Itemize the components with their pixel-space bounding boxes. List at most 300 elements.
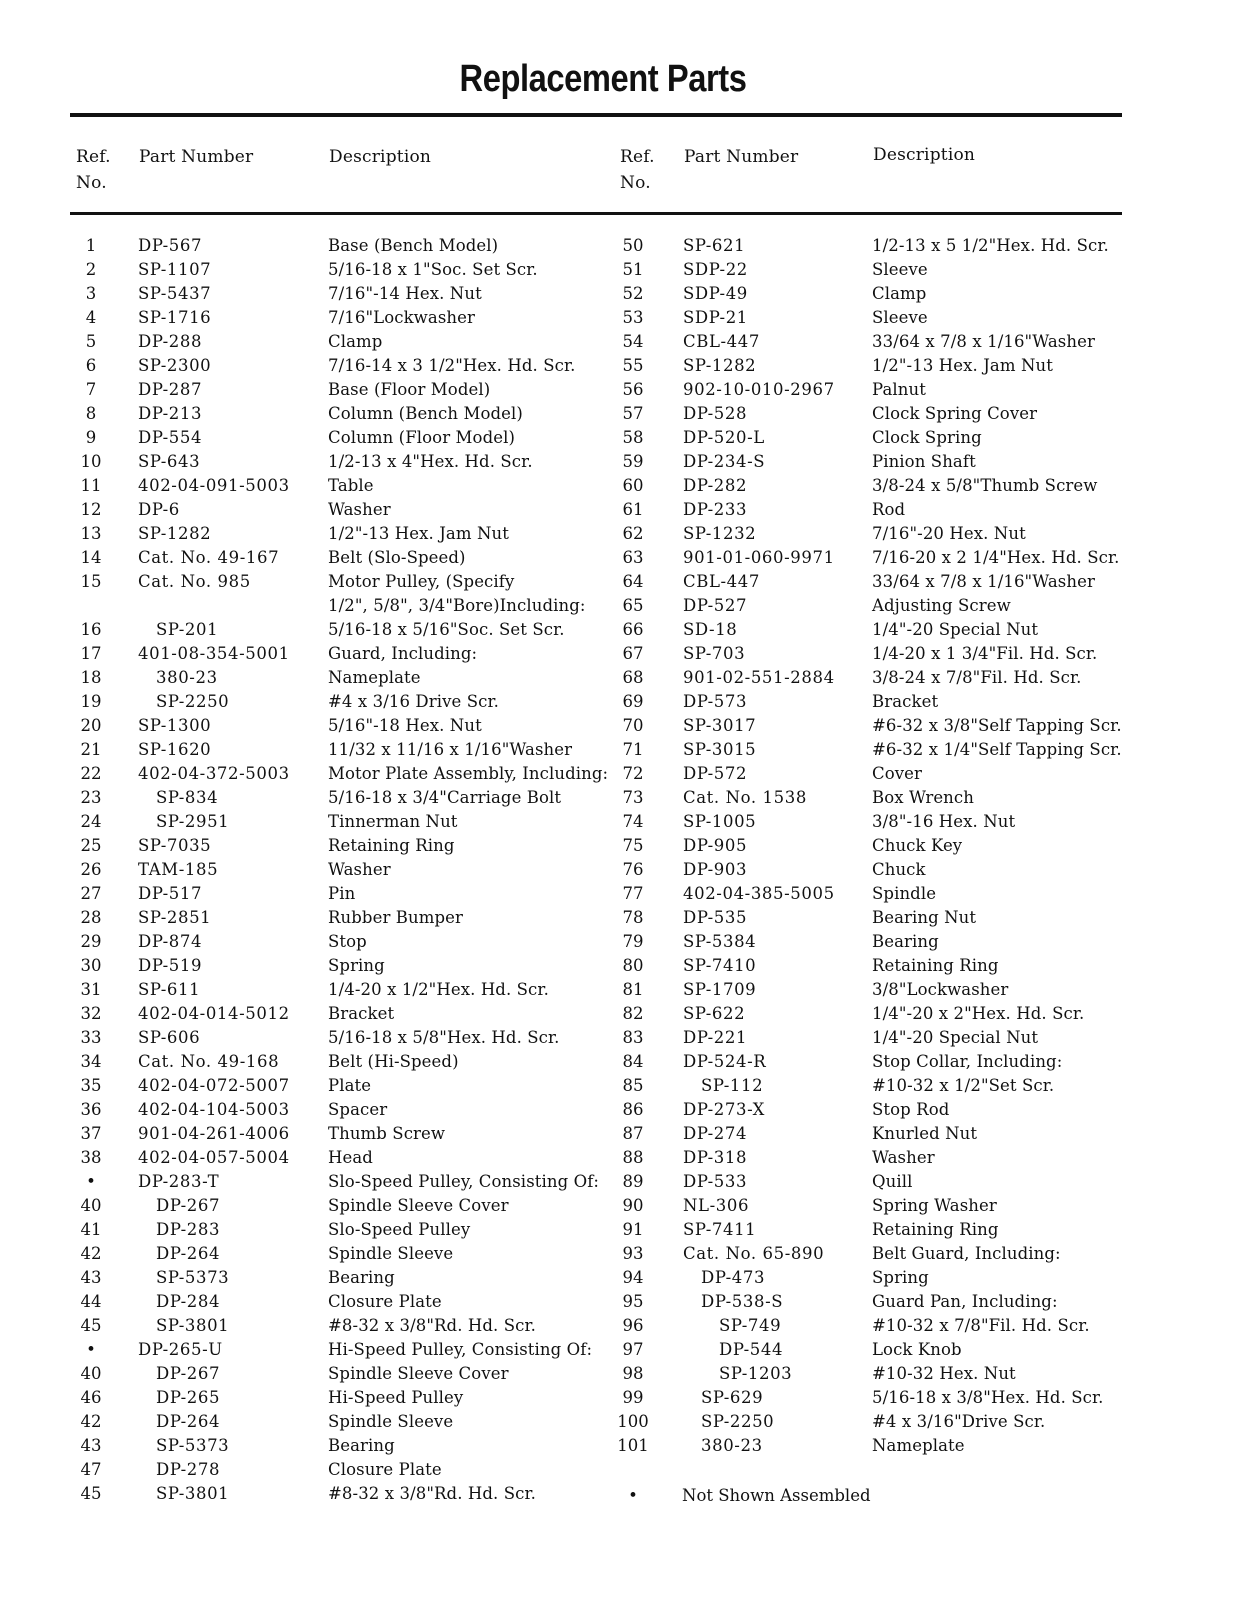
part-number: DP-6 xyxy=(138,500,180,519)
part-description: Adjusting Screw xyxy=(872,596,1011,615)
part-number: SP-5373 xyxy=(156,1436,230,1455)
header-ref-label: Ref. xyxy=(76,147,111,167)
ref-number: 65 xyxy=(622,596,644,615)
part-description: Nameplate xyxy=(872,1436,965,1455)
part-number: DP-265 xyxy=(156,1388,221,1407)
part-number: 901-04-261-4006 xyxy=(138,1124,290,1143)
part-number: SP-2851 xyxy=(138,908,212,927)
parts-row xyxy=(0,378,1236,402)
part-description: Thumb Screw xyxy=(328,1124,446,1143)
parts-row xyxy=(0,282,1236,306)
header-description-left: Description xyxy=(329,147,432,167)
ref-number: 14 xyxy=(80,548,102,567)
part-description: Bearing Nut xyxy=(872,908,977,927)
part-number: DP-273-X xyxy=(683,1100,766,1119)
part-description: Bearing xyxy=(328,1268,395,1287)
ref-number: 47 xyxy=(80,1460,102,1479)
parts-row xyxy=(0,234,1236,258)
ref-number: 2 xyxy=(85,260,97,279)
parts-row xyxy=(0,642,1236,666)
header-no-label: No. xyxy=(620,173,651,193)
part-description: Guard Pan, Including: xyxy=(872,1292,1058,1311)
part-number: Cat. No. 985 xyxy=(138,572,251,591)
part-description: Column (Floor Model) xyxy=(328,428,516,447)
ref-number: 100 xyxy=(617,1412,649,1431)
part-number: CBL-447 xyxy=(683,572,760,591)
part-number: SP-5437 xyxy=(138,284,212,303)
parts-row xyxy=(0,1170,1236,1194)
part-description: Tinnerman Nut xyxy=(328,812,458,831)
part-description: Table xyxy=(328,476,374,495)
part-number: SP-2250 xyxy=(701,1412,775,1431)
part-number: 402-04-014-5012 xyxy=(138,1004,290,1023)
ref-number: 11 xyxy=(80,476,102,495)
part-description: Spindle Sleeve Cover xyxy=(328,1364,509,1383)
ref-number: 40 xyxy=(80,1364,102,1383)
ref-number: 81 xyxy=(622,980,644,999)
ref-number: 101 xyxy=(617,1436,649,1455)
parts-row xyxy=(0,1026,1236,1050)
part-number: SP-3017 xyxy=(683,716,757,735)
part-number: TAM-185 xyxy=(138,860,219,879)
part-number: SP-1716 xyxy=(138,308,212,327)
part-number: SP-3801 xyxy=(156,1484,230,1503)
header-part-number-left: Part Number xyxy=(139,147,254,167)
header-part-number-right: Part Number xyxy=(684,147,799,167)
parts-row xyxy=(0,810,1236,834)
parts-row xyxy=(0,1242,1236,1266)
part-description: Rubber Bumper xyxy=(328,908,463,927)
part-number: SP-834 xyxy=(156,788,219,807)
part-description: Palnut xyxy=(872,380,926,399)
part-description: Bracket xyxy=(872,692,939,711)
ref-number: 63 xyxy=(622,548,644,567)
ref-number: 8 xyxy=(85,404,97,423)
part-number: SP-2250 xyxy=(156,692,230,711)
part-description: 3/8"Lockwasher xyxy=(872,980,1009,999)
part-number: DP-903 xyxy=(683,860,748,879)
part-number: SP-3015 xyxy=(683,740,757,759)
part-number: DP-278 xyxy=(156,1460,221,1479)
part-number: DP-567 xyxy=(138,236,203,255)
part-description: 1/4-20 x 1 3/4"Fil. Hd. Scr. xyxy=(872,644,1098,663)
part-description: Plate xyxy=(328,1076,372,1095)
ref-number: 74 xyxy=(622,812,644,831)
parts-row xyxy=(0,618,1236,642)
part-number: DP-524-R xyxy=(683,1052,767,1071)
parts-row xyxy=(0,954,1236,978)
ref-number: 98 xyxy=(622,1364,644,1383)
parts-row xyxy=(0,762,1236,786)
ref-number: 41 xyxy=(80,1220,102,1239)
ref-number: 83 xyxy=(622,1028,644,1047)
part-description: 5/16"-18 Hex. Nut xyxy=(328,716,482,735)
parts-row xyxy=(0,1410,1236,1434)
part-description: 33/64 x 7/8 x 1/16"Washer xyxy=(872,332,1095,351)
part-description: Spindle Sleeve xyxy=(328,1244,454,1263)
parts-row xyxy=(0,714,1236,738)
part-description: Belt (Hi-Speed) xyxy=(328,1052,459,1071)
part-number: SP-621 xyxy=(683,236,746,255)
parts-row xyxy=(0,1194,1236,1218)
ref-number: 71 xyxy=(622,740,644,759)
part-description: 1/2"-13 Hex. Jam Nut xyxy=(328,524,509,543)
part-number: SP-749 xyxy=(719,1316,782,1335)
part-description: 5/16-18 x 3/4"Carriage Bolt xyxy=(328,788,562,807)
part-description: Retaining Ring xyxy=(872,1220,999,1239)
part-number: NL-306 xyxy=(683,1196,750,1215)
part-description: Clamp xyxy=(872,284,927,303)
part-description: 11/32 x 11/16 x 1/16"Washer xyxy=(328,740,573,759)
part-number: 402-04-104-5003 xyxy=(138,1100,290,1119)
ref-number: 50 xyxy=(622,236,644,255)
part-number: SP-703 xyxy=(683,644,746,663)
ref-number: 7 xyxy=(85,380,97,399)
part-number: SP-5384 xyxy=(683,932,757,951)
ref-number: 9 xyxy=(85,428,97,447)
part-description: 7/16-14 x 3 1/2"Hex. Hd. Scr. xyxy=(328,356,576,375)
part-description: #8-32 x 3/8"Rd. Hd. Scr. xyxy=(328,1316,537,1335)
ref-number: 23 xyxy=(80,788,102,807)
part-description: Knurled Nut xyxy=(872,1124,978,1143)
parts-row xyxy=(0,1458,618,1482)
ref-number: 87 xyxy=(622,1124,644,1143)
ref-number: 24 xyxy=(80,812,102,831)
part-number: DP-528 xyxy=(683,404,748,423)
part-description: 1/2-13 x 4"Hex. Hd. Scr. xyxy=(328,452,533,471)
part-number: DP-264 xyxy=(156,1244,221,1263)
part-number: DP-234-S xyxy=(683,452,766,471)
part-number: SP-629 xyxy=(701,1388,764,1407)
bullet-icon: • xyxy=(628,1486,638,1505)
parts-row xyxy=(0,834,1236,858)
part-description: #4 x 3/16 Drive Scr. xyxy=(328,692,500,711)
ref-number: 12 xyxy=(80,500,102,519)
part-number: 402-04-091-5003 xyxy=(138,476,290,495)
ref-number: 30 xyxy=(80,956,102,975)
part-number: SP-1232 xyxy=(683,524,757,543)
ref-number: 37 xyxy=(80,1124,102,1143)
parts-row xyxy=(0,1050,1236,1074)
ref-number: 43 xyxy=(80,1436,102,1455)
part-number: DP-233 xyxy=(683,500,748,519)
part-number: 902-10-010-2967 xyxy=(683,380,835,399)
part-number: SP-1005 xyxy=(683,812,757,831)
ref-number: 82 xyxy=(622,1004,644,1023)
ref-number: 34 xyxy=(80,1052,102,1071)
ref-number: 76 xyxy=(622,860,644,879)
part-description: Clock Spring xyxy=(872,428,982,447)
part-number: SP-1282 xyxy=(683,356,757,375)
ref-number: 58 xyxy=(622,428,644,447)
part-number: DP-572 xyxy=(683,764,748,783)
part-description: Pinion Shaft xyxy=(872,452,976,471)
ref-number: 53 xyxy=(622,308,644,327)
part-description: Quill xyxy=(872,1172,913,1191)
parts-row xyxy=(0,258,1236,282)
ref-number: 56 xyxy=(622,380,644,399)
parts-row xyxy=(0,1266,1236,1290)
part-number: SDP-49 xyxy=(683,284,748,303)
header-rule xyxy=(70,212,1122,215)
part-number: DP-288 xyxy=(138,332,203,351)
part-description: 5/16-18 x 5/8"Hex. Hd. Scr. xyxy=(328,1028,560,1047)
parts-row xyxy=(0,1074,1236,1098)
ref-number: 72 xyxy=(622,764,644,783)
part-description: #8-32 x 3/8"Rd. Hd. Scr. xyxy=(328,1484,537,1503)
part-number: SP-643 xyxy=(138,452,201,471)
part-description: 1/4"-20 x 2"Hex. Hd. Scr. xyxy=(872,1004,1085,1023)
footnote-text: Not Shown Assembled xyxy=(682,1486,871,1505)
part-description: Clamp xyxy=(328,332,383,351)
part-number: DP-267 xyxy=(156,1364,221,1383)
part-number: DP-265-U xyxy=(138,1340,223,1359)
part-number: DP-282 xyxy=(683,476,748,495)
part-number: DP-284 xyxy=(156,1292,221,1311)
part-description: Retaining Ring xyxy=(328,836,455,855)
part-description: 5/16-18 x 5/16"Soc. Set Scr. xyxy=(328,620,565,639)
ref-number: • xyxy=(86,1340,96,1359)
part-description: Stop Collar, Including: xyxy=(872,1052,1063,1071)
ref-number: 96 xyxy=(622,1316,644,1335)
header-ref-no-right xyxy=(620,144,655,196)
part-description: 3/8-24 x 5/8"Thumb Screw xyxy=(872,476,1098,495)
part-description: Head xyxy=(328,1148,373,1167)
part-number: Cat. No. 65-890 xyxy=(683,1244,825,1263)
part-description: 1/2", 5/8", 3/4"Bore)Including: xyxy=(328,596,586,615)
ref-number: 3 xyxy=(85,284,97,303)
part-description: Lock Knob xyxy=(872,1340,962,1359)
part-number: 380-23 xyxy=(701,1436,763,1455)
ref-number: 29 xyxy=(80,932,102,951)
part-description: Retaining Ring xyxy=(872,956,999,975)
part-description: 7/16"-20 Hex. Nut xyxy=(872,524,1026,543)
ref-number: 20 xyxy=(80,716,102,735)
ref-number: 51 xyxy=(622,260,644,279)
part-description: 3/8-24 x 7/8"Fil. Hd. Scr. xyxy=(872,668,1082,687)
parts-row xyxy=(0,1362,1236,1386)
ref-number: 22 xyxy=(80,764,102,783)
ref-number: 36 xyxy=(80,1100,102,1119)
parts-row xyxy=(0,330,1236,354)
ref-number: 33 xyxy=(80,1028,102,1047)
part-description: Belt Guard, Including: xyxy=(872,1244,1061,1263)
ref-number: 42 xyxy=(80,1412,102,1431)
part-description: Sleeve xyxy=(872,308,928,327)
part-description: Base (Bench Model) xyxy=(328,236,499,255)
part-description: 7/16-20 x 2 1/4"Hex. Hd. Scr. xyxy=(872,548,1120,567)
ref-number: 66 xyxy=(622,620,644,639)
ref-number: 44 xyxy=(80,1292,102,1311)
ref-number: 67 xyxy=(622,644,644,663)
ref-number: 68 xyxy=(622,668,644,687)
parts-row xyxy=(0,738,1236,762)
part-description: Spindle xyxy=(872,884,937,903)
parts-row xyxy=(0,882,1236,906)
ref-number: 43 xyxy=(80,1268,102,1287)
header-ref-label: Ref. xyxy=(620,147,655,167)
ref-number: 35 xyxy=(80,1076,102,1095)
part-number: 901-02-551-2884 xyxy=(683,668,835,687)
part-description: Pin xyxy=(328,884,356,903)
part-number: DP-283 xyxy=(156,1220,221,1239)
part-number: DP-527 xyxy=(683,596,748,615)
part-description: Washer xyxy=(328,860,391,879)
parts-row xyxy=(0,1122,1236,1146)
header-ref-no-left xyxy=(76,144,111,196)
part-description: Bearing xyxy=(872,932,939,951)
ref-number: 95 xyxy=(622,1292,644,1311)
ref-number: 4 xyxy=(85,308,97,327)
ref-number: 79 xyxy=(622,932,644,951)
parts-list-right xyxy=(0,234,1236,1458)
part-number: DP-264 xyxy=(156,1412,221,1431)
ref-number: 6 xyxy=(85,356,97,375)
part-number: DP-287 xyxy=(138,380,203,399)
parts-row xyxy=(0,1386,1236,1410)
part-number: CBL-447 xyxy=(683,332,760,351)
part-description: Spacer xyxy=(328,1100,388,1119)
part-number: DP-213 xyxy=(138,404,203,423)
ref-number: 97 xyxy=(622,1340,644,1359)
ref-number: 60 xyxy=(622,476,644,495)
ref-number: 84 xyxy=(622,1052,644,1071)
part-number: 380-23 xyxy=(156,668,218,687)
ref-number: 55 xyxy=(622,356,644,375)
ref-number: 13 xyxy=(80,524,102,543)
parts-row xyxy=(0,1314,1236,1338)
ref-number: 91 xyxy=(622,1220,644,1239)
part-number: SP-1203 xyxy=(719,1364,793,1383)
part-description: Spindle Sleeve Cover xyxy=(328,1196,509,1215)
ref-number: 89 xyxy=(622,1172,644,1191)
part-number: DP-544 xyxy=(719,1340,784,1359)
ref-number: 90 xyxy=(622,1196,644,1215)
part-number: SP-7035 xyxy=(138,836,212,855)
parts-row xyxy=(0,570,1236,594)
part-description: 1/4"-20 Special Nut xyxy=(872,620,1039,639)
ref-number: 16 xyxy=(80,620,102,639)
ref-number: 61 xyxy=(622,500,644,519)
part-number: SD-18 xyxy=(683,620,738,639)
parts-row xyxy=(0,1482,618,1506)
part-number: SDP-22 xyxy=(683,260,748,279)
ref-number: 31 xyxy=(80,980,102,999)
part-description: Washer xyxy=(328,500,391,519)
ref-number: 73 xyxy=(622,788,644,807)
part-number: SP-622 xyxy=(683,1004,746,1023)
part-description: Spring xyxy=(328,956,385,975)
part-description: Belt (Slo-Speed) xyxy=(328,548,466,567)
parts-row xyxy=(0,930,1236,954)
parts-row xyxy=(0,1002,1236,1026)
part-number: SP-7411 xyxy=(683,1220,757,1239)
part-number: SP-1107 xyxy=(138,260,212,279)
part-number: DP-318 xyxy=(683,1148,748,1167)
part-number: Cat. No. 1538 xyxy=(683,788,807,807)
part-number: 402-04-385-5005 xyxy=(683,884,835,903)
parts-row xyxy=(0,354,1236,378)
parts-row xyxy=(0,306,1236,330)
part-number: DP-573 xyxy=(683,692,748,711)
part-number: DP-221 xyxy=(683,1028,748,1047)
ref-number: 1 xyxy=(85,236,97,255)
parts-row xyxy=(0,426,1236,450)
part-description: Chuck xyxy=(872,860,926,879)
ref-number: 88 xyxy=(622,1148,644,1167)
part-description: Box Wrench xyxy=(872,788,974,807)
part-description: #10-32 Hex. Nut xyxy=(872,1364,1016,1383)
ref-number: 93 xyxy=(622,1244,644,1263)
part-number: SP-112 xyxy=(701,1076,764,1095)
ref-number: 45 xyxy=(80,1484,102,1503)
part-description: Motor Pulley, (Specify xyxy=(328,572,515,591)
parts-row xyxy=(0,1218,1236,1242)
part-number: 402-04-072-5007 xyxy=(138,1076,290,1095)
ref-number: 52 xyxy=(622,284,644,303)
part-number: SP-2300 xyxy=(138,356,212,375)
ref-number: 45 xyxy=(80,1316,102,1335)
part-description: Bracket xyxy=(328,1004,395,1023)
ref-number: 5 xyxy=(85,332,97,351)
part-description: 1/4"-20 Special Nut xyxy=(872,1028,1039,1047)
part-description: Closure Plate xyxy=(328,1292,442,1311)
ref-number: 40 xyxy=(80,1196,102,1215)
part-description: 33/64 x 7/8 x 1/16"Washer xyxy=(872,572,1095,591)
part-number: DP-874 xyxy=(138,932,203,951)
part-description: #10-32 x 7/8"Fil. Hd. Scr. xyxy=(872,1316,1090,1335)
part-number: SP-201 xyxy=(156,620,219,639)
ref-number: 54 xyxy=(622,332,644,351)
ref-number: 32 xyxy=(80,1004,102,1023)
part-number: SP-3801 xyxy=(156,1316,230,1335)
parts-row xyxy=(0,858,1236,882)
ref-number: 15 xyxy=(80,572,102,591)
part-description: #6-32 x 1/4"Self Tapping Scr. xyxy=(872,740,1122,759)
footnote xyxy=(614,1484,871,1508)
ref-number: 85 xyxy=(622,1076,644,1095)
part-description: Spring Washer xyxy=(872,1196,997,1215)
ref-number: 86 xyxy=(622,1100,644,1119)
parts-row xyxy=(0,1098,1236,1122)
ref-number: 94 xyxy=(622,1268,644,1287)
part-description: 1/4-20 x 1/2"Hex. Hd. Scr. xyxy=(328,980,549,999)
parts-row xyxy=(0,546,1236,570)
part-number: DP-519 xyxy=(138,956,203,975)
part-description: Sleeve xyxy=(872,260,928,279)
parts-row xyxy=(0,1434,1236,1458)
part-number: 402-04-057-5004 xyxy=(138,1148,290,1167)
part-number: SP-1709 xyxy=(683,980,757,999)
part-number: DP-538-S xyxy=(701,1292,784,1311)
part-description: Motor Plate Assembly, Including: xyxy=(328,764,609,783)
part-number: DP-517 xyxy=(138,884,203,903)
part-description: #4 x 3/16"Drive Scr. xyxy=(872,1412,1046,1431)
part-description: Chuck Key xyxy=(872,836,963,855)
part-description: Washer xyxy=(872,1148,935,1167)
ref-number: • xyxy=(86,1172,96,1191)
part-description: Hi-Speed Pulley xyxy=(328,1388,464,1407)
ref-number: 64 xyxy=(622,572,644,591)
part-number: SP-1282 xyxy=(138,524,212,543)
parts-row xyxy=(0,522,1236,546)
part-description: #6-32 x 3/8"Self Tapping Scr. xyxy=(872,716,1122,735)
part-description: Base (Floor Model) xyxy=(328,380,491,399)
ref-number: 27 xyxy=(80,884,102,903)
part-description: Closure Plate xyxy=(328,1460,442,1479)
ref-number: 25 xyxy=(80,836,102,855)
part-description: 5/16-18 x 3/8"Hex. Hd. Scr. xyxy=(872,1388,1104,1407)
